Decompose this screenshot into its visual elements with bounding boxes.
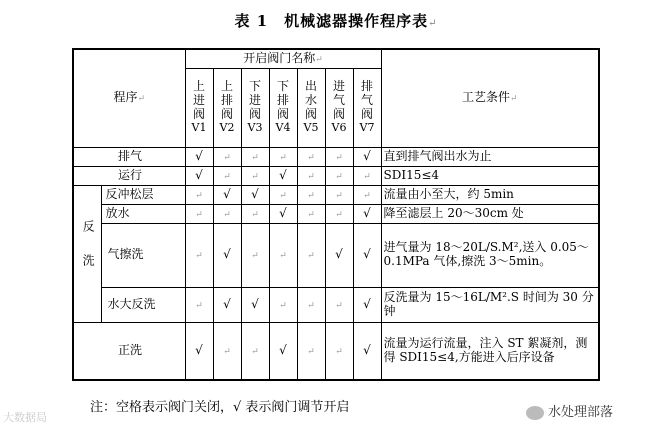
valve-cell <box>241 185 269 204</box>
valve-name: 上 进 阀 <box>192 79 205 122</box>
check-mark: √ <box>363 296 371 311</box>
conditions-header: 工艺条件↵ <box>381 49 599 147</box>
title-text: 表 1 机械滤器操作程序表 <box>234 12 429 30</box>
paragraph-mark: ↵ <box>251 346 259 357</box>
group-label: 反洗 <box>81 219 96 288</box>
valve-header-5 <box>297 68 325 147</box>
valve-cell <box>241 147 269 166</box>
valve-cell <box>213 147 241 166</box>
valve-code: V3 <box>247 120 263 134</box>
valve-cell <box>353 185 381 204</box>
paragraph-mark: ↵ <box>335 209 343 220</box>
valve-cell <box>325 204 353 223</box>
valve-cell <box>297 204 325 223</box>
valve-cell <box>353 287 381 322</box>
valve-cell <box>297 287 325 322</box>
header-row-top <box>73 49 599 68</box>
check-mark: √ <box>363 342 371 357</box>
valve-cell <box>353 322 381 380</box>
check-mark: √ <box>251 186 259 201</box>
table-title <box>0 10 672 31</box>
valve-cell <box>185 287 213 322</box>
wechat-icon <box>526 406 544 420</box>
step-label: 运行 <box>73 166 185 185</box>
paragraph-mark: ↵ <box>307 300 315 311</box>
table-row <box>73 147 599 166</box>
paragraph-mark: ↵ <box>335 152 343 163</box>
check-mark: √ <box>363 205 371 220</box>
step-label: 气擦洗 <box>101 223 185 287</box>
paragraph-mark: ↵ <box>428 18 438 29</box>
valve-cell <box>325 185 353 204</box>
step-label: 排气 <box>73 147 185 166</box>
paragraph-mark: ↵ <box>279 152 287 163</box>
check-mark: √ <box>363 247 371 262</box>
paragraph-mark: ↵ <box>307 190 315 201</box>
paragraph-mark: ↵ <box>223 209 231 220</box>
paragraph-mark: ↵ <box>195 209 203 220</box>
valve-name: 下 进 阀 <box>248 79 261 122</box>
paragraph-mark: ↵ <box>307 251 315 262</box>
footnote: 注：空格表示阀门关闭，√ 表示阀门调节开启 <box>90 400 350 415</box>
valve-name: 出 水 阀 <box>304 79 317 122</box>
valve-cell <box>325 166 353 185</box>
paragraph-mark: ↵ <box>223 152 231 163</box>
check-mark: √ <box>279 205 287 220</box>
valve-name: 下 排 阀 <box>276 79 289 122</box>
condition-cell: 流量由小至大，约 5min <box>381 185 599 204</box>
valve-cell <box>213 322 241 380</box>
paragraph-mark: ↵ <box>307 209 315 220</box>
valve-cell <box>297 147 325 166</box>
valve-cell <box>241 204 269 223</box>
table-row <box>73 223 599 287</box>
valve-cell <box>241 287 269 322</box>
valve-cell <box>185 204 213 223</box>
table-row <box>73 166 599 185</box>
valve-cell <box>269 204 297 223</box>
paragraph-mark: ↵ <box>223 346 231 357</box>
valve-cell <box>269 185 297 204</box>
valve-cell <box>185 322 213 380</box>
paragraph-mark: ↵ <box>279 300 287 311</box>
valve-cell <box>325 223 353 287</box>
paragraph-mark: ↵ <box>195 300 203 311</box>
valve-cell <box>185 223 213 287</box>
check-mark: √ <box>279 167 287 182</box>
procedure-table <box>72 48 600 381</box>
valve-cell <box>297 185 325 204</box>
valve-cell <box>241 322 269 380</box>
paragraph-mark: ↵ <box>307 152 315 163</box>
paragraph-mark: ↵ <box>307 171 315 182</box>
valve-cell <box>353 204 381 223</box>
check-mark: √ <box>363 148 371 163</box>
check-mark: √ <box>251 296 259 311</box>
valve-code: V2 <box>219 120 235 134</box>
valve-cell <box>353 147 381 166</box>
paragraph-mark: ↵ <box>363 190 371 201</box>
valve-code: V6 <box>331 120 347 134</box>
step-label: 正洗 <box>73 322 185 380</box>
condition-cell: 流量为运行流量，注入 ST 絮凝剂，测得 SDI15≤4,方能进入后序设备 <box>381 322 599 380</box>
paragraph-mark: ↵ <box>251 209 259 220</box>
valve-cell <box>213 223 241 287</box>
valve-code: V5 <box>303 120 319 134</box>
valve-cell <box>297 166 325 185</box>
valve-header-2 <box>213 68 241 147</box>
step-label: 放水 <box>101 204 185 223</box>
valve-header-4 <box>269 68 297 147</box>
paragraph-mark: ↵ <box>195 190 203 201</box>
check-mark: √ <box>195 167 203 182</box>
valve-cell <box>269 322 297 380</box>
check-mark: √ <box>195 342 203 357</box>
valve-cell <box>269 287 297 322</box>
table-row <box>73 185 599 204</box>
paragraph-mark: ↵ <box>335 171 343 182</box>
valve-header-7 <box>353 68 381 147</box>
paragraph-mark: ↵ <box>251 251 259 262</box>
paragraph-mark: ↵ <box>279 190 287 201</box>
watermark-right: 水处理部落 <box>526 401 613 420</box>
paragraph-mark: ↵ <box>307 346 315 357</box>
valve-cell <box>297 223 325 287</box>
valve-header-3 <box>241 68 269 147</box>
valve-header-1 <box>185 68 213 147</box>
check-mark: √ <box>335 247 343 262</box>
check-mark: √ <box>279 342 287 357</box>
paragraph-mark: ↵ <box>363 171 371 182</box>
paragraph-mark: ↵ <box>335 346 343 357</box>
valve-cell <box>185 166 213 185</box>
condition-cell: 直到排气阀出水为止 <box>381 147 599 166</box>
valve-cell <box>353 223 381 287</box>
valve-cell <box>269 147 297 166</box>
condition-cell: SDI15≤4 <box>381 166 599 185</box>
step-label: 水大反洗 <box>101 287 185 322</box>
valve-cell <box>353 166 381 185</box>
valve-header-6 <box>325 68 353 147</box>
paragraph-mark: ↵ <box>335 300 343 311</box>
valve-cell <box>213 287 241 322</box>
watermark-left: 大数据局 <box>3 411 47 424</box>
valve-cell <box>241 166 269 185</box>
valve-cell <box>269 166 297 185</box>
check-mark: √ <box>223 247 231 262</box>
step-label: 反冲松层 <box>101 185 185 204</box>
check-mark: √ <box>223 186 231 201</box>
paragraph-mark: ↵ <box>251 171 259 182</box>
valve-cell <box>213 185 241 204</box>
program-header: 程序↵ <box>73 49 185 147</box>
group-cell <box>73 185 101 322</box>
check-mark: √ <box>223 296 231 311</box>
valve-cell <box>185 147 213 166</box>
table-row <box>73 322 599 380</box>
paragraph-mark: ↵ <box>223 171 231 182</box>
valve-name: 进 气 阀 <box>332 79 345 122</box>
valve-code: V7 <box>359 120 375 134</box>
valve-code: V1 <box>191 120 207 134</box>
paragraph-mark: ↵ <box>195 251 203 262</box>
valve-name: 上 排 阀 <box>220 79 233 122</box>
table-row <box>73 204 599 223</box>
condition-cell: 反洗量为 15～16L/M².S 时间为 30 分钟 <box>381 287 599 322</box>
valve-cell <box>297 322 325 380</box>
valve-code: V4 <box>275 120 291 134</box>
condition-cell: 进气量为 18～20L/S.M²,送入 0.05～0.1MPa 气体,擦洗 3～5min。 <box>381 223 599 287</box>
valve-cell <box>213 204 241 223</box>
condition-cell: 降至滤层上 20～30cm 处 <box>381 204 599 223</box>
valve-name: 排 气 阀 <box>361 79 374 122</box>
valve-cell <box>241 223 269 287</box>
paragraph-mark: ↵ <box>335 190 343 201</box>
valve-group-header: 开启阀门名称↵ <box>185 49 381 68</box>
check-mark: √ <box>195 148 203 163</box>
valve-cell <box>185 185 213 204</box>
valve-cell <box>213 166 241 185</box>
valve-cell <box>325 322 353 380</box>
valve-cell <box>325 147 353 166</box>
paragraph-mark: ↵ <box>279 251 287 262</box>
table-row <box>73 287 599 322</box>
valve-cell <box>269 223 297 287</box>
valve-cell <box>325 287 353 322</box>
paragraph-mark: ↵ <box>251 152 259 163</box>
